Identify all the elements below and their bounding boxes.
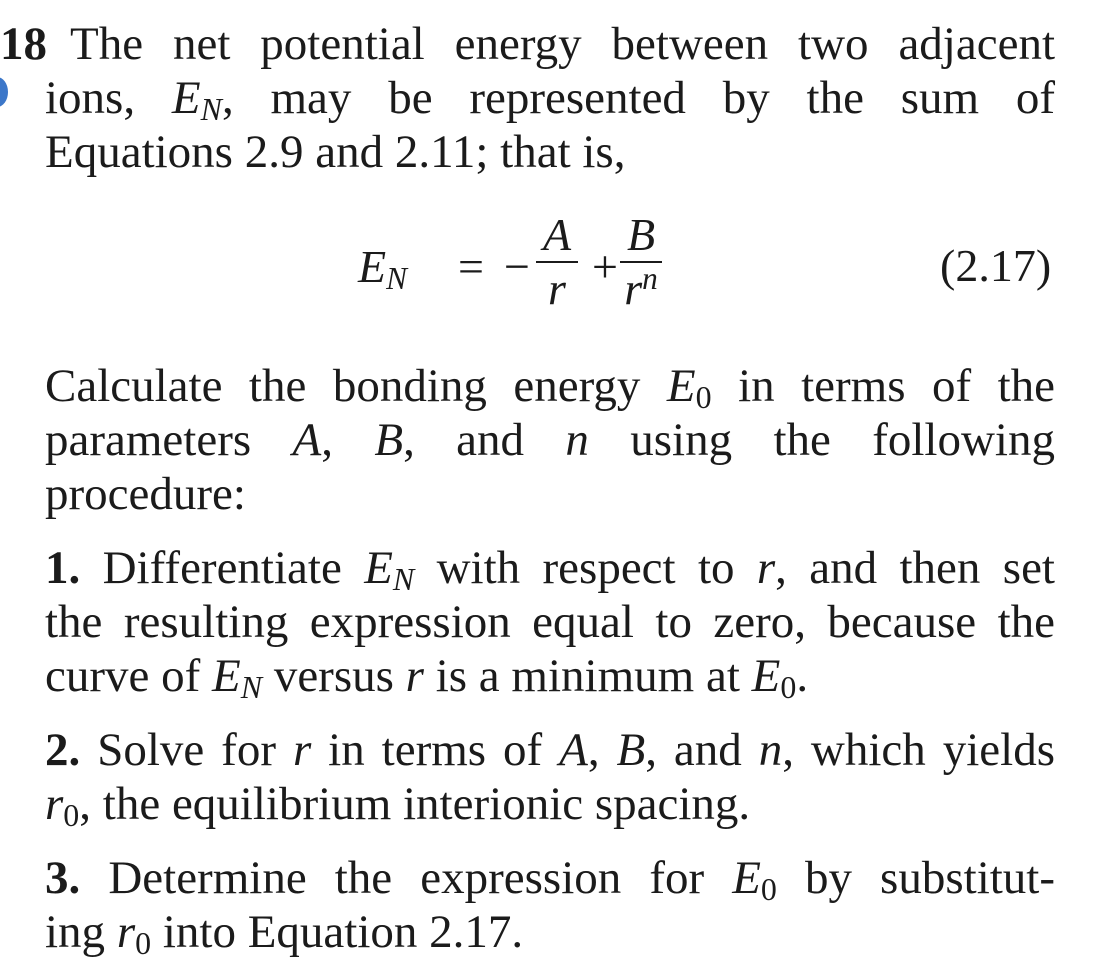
margin-marker (0, 77, 8, 107)
equals-sign: = (458, 241, 484, 292)
fraction-b-over-r-n: B $r^n$ (620, 212, 662, 312)
step-1-line-3: curve of $E_N$ versus r is a minimum at $E_0$. (45, 650, 809, 706)
plus-sign: + (592, 241, 618, 292)
minus-sign: − (504, 241, 530, 292)
intro-line-3: Equations 2.9 and 2.11; that is, (45, 126, 626, 178)
step-2-line-1: 2. Solve for r in terms of A, B, and n, which yields (45, 724, 1056, 776)
equation-lhs: $E_N$ (358, 241, 407, 296)
energy-symbol: $E_N$ (171, 72, 222, 128)
problem-number: 18 (0, 18, 47, 70)
question-line-1: Calculate the bonding energy $E_0$ in terms of the (45, 360, 1056, 416)
equation-number: (2.17) (940, 240, 1052, 291)
fraction-a-over-r: A r (536, 212, 578, 312)
step-1-line-1: 1. Differentiate $E_N$ with respect to r, and then set (45, 542, 1055, 598)
question-line-2: parameters A, B, and n using the following (45, 414, 1055, 466)
step-3-line-1: 3. Determine the expression for $E_0$ by substitut- (45, 852, 1056, 908)
intro-line-2: ions, $E_N$, may be represented by the sum of (45, 72, 1056, 128)
question-line-3: procedure: (45, 468, 246, 520)
step-1-line-2: the resulting expression equal to zero, because the (45, 596, 1055, 648)
step-2-line-2: $r_0$, the equilibrium interionic spacing. (45, 778, 751, 834)
intro-line-1: The net potential energy between two adjacent (70, 18, 1055, 70)
step-3-line-2: ing $r_0$ into Equation 2.17. (45, 906, 524, 962)
